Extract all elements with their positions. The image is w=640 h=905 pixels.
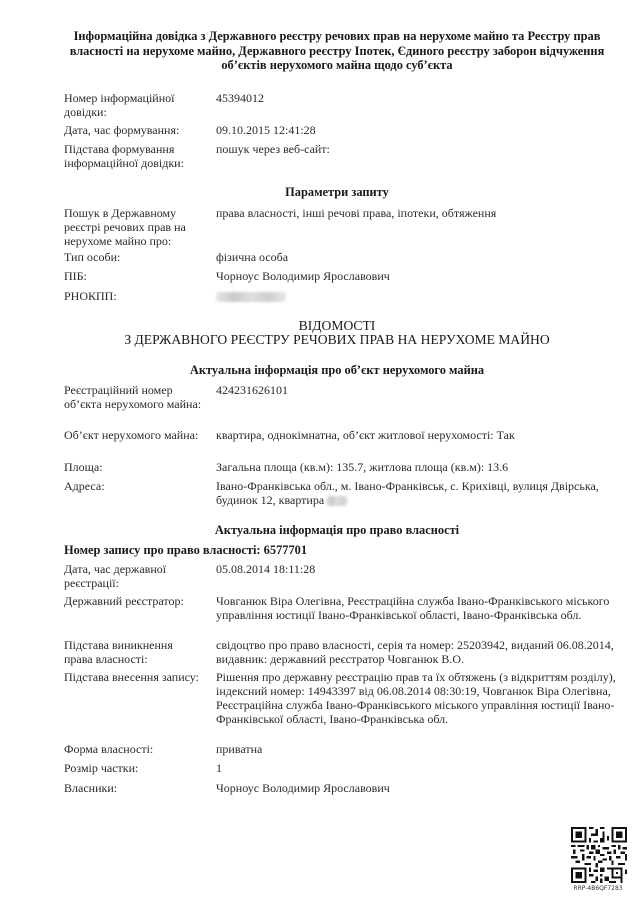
object-area-value: Загальна площа (кв.м): 135.7, житлова площа (кв.м): 13.6 — [216, 460, 509, 474]
ownership-section-title: Актуальна інформація про право власності — [214, 523, 460, 537]
redacted-blur — [216, 292, 286, 302]
registry-title-2: З ДЕРЖАВНОГО РЕЄСТРУ РЕЧОВИХ ПРАВ НА НЕРУХОМЕ МАЙНО — [124, 332, 550, 347]
object-address-text: Івано-Франківська обл., м. Івано-Франківськ, с. Крихівці, вулиця Двірська, будинок 12, квартира — [216, 479, 599, 507]
params-section-title: Параметри запиту — [285, 185, 389, 199]
ownership-owners-label: Власники: — [64, 781, 118, 795]
document-title: Інформаційна довідка з Державного реєстру речових прав на нерухоме майно та Реєстру прав власності на нерухоме майно, Державного реєстру Іпотек, Єдиного реєстру заборон відчуження об’єктів нерухомого майна щодо суб’єкта — [69, 29, 605, 72]
ownership-record-label: Номер запису про право власності: — [64, 543, 261, 557]
info-basis-label: Підстава формування інформаційної довідки: — [64, 142, 184, 170]
ownership-form-label: Форма власності: — [64, 742, 154, 756]
ownership-basis-value: свідоцтво про право власності, серія та номер: 25203942, виданий 06.08.2014, видавник: державний реєстратор Човганюк В.О. — [216, 638, 614, 666]
params-name-value: Чорноус Володимир Ярославович — [216, 269, 390, 283]
ownership-registrar-value: Човганюк Віра Олегівна, Реєстраційна служба Івано-Франківського міського управління юстиції Івано-Франківської області, Івано-Франківська обл. — [216, 594, 610, 622]
object-address-label: Адреса: — [64, 479, 105, 493]
info-number-label: Номер інформаційної довідки: — [64, 91, 175, 119]
qr-code-icon — [571, 827, 627, 883]
object-reg-no-value: 424231626101 — [216, 383, 288, 397]
object-address-value — [216, 479, 616, 507]
info-basis-value: пошук через веб-сайт: — [216, 142, 330, 156]
info-datetime-value: 09.10.2015 12:41:28 — [216, 123, 316, 137]
params-rnokpp-value — [216, 289, 616, 303]
info-datetime-label: Дата, час формування: — [64, 123, 180, 137]
ownership-entry-basis-label: Підстава внесення запису: — [64, 670, 199, 684]
object-section-title: Актуальна інформація про об’єкт нерухомого майна — [189, 363, 485, 377]
redacted-blur — [326, 496, 348, 506]
ownership-owners-value: Чорноус Володимир Ярославович — [216, 781, 390, 795]
object-area-label: Площа: — [64, 460, 103, 474]
ownership-record-value: 6577701 — [263, 543, 308, 557]
ownership-reg-date-value: 05.08.2014 18:11:28 — [216, 562, 316, 576]
object-reg-no-label: Реєстраційний номер об’єкта нерухомого майна: — [64, 383, 202, 411]
qr-code-caption: RRP-4B6QF7283 — [573, 885, 623, 892]
ownership-form-value: приватна — [216, 742, 263, 756]
params-rnokpp-label: РНОКПП: — [64, 289, 117, 303]
params-person-type-value: фізична особа — [216, 250, 289, 264]
params-search-label: Пошук в Державному реєстрі речових прав на нерухоме майно про: — [64, 206, 186, 248]
params-person-type-label: Тип особи: — [64, 250, 121, 264]
ownership-record-number — [64, 543, 307, 557]
ownership-registrar-label: Державний реєстратор: — [64, 594, 184, 608]
info-number-value: 45394012 — [216, 91, 264, 105]
params-search-value: права власності, інші речові права, іпотеки, обтяження — [216, 206, 497, 220]
ownership-share-label: Розмір частки: — [64, 761, 139, 775]
registry-title-1: ВІДОМОСТІ — [298, 318, 376, 333]
ownership-reg-date-label: Дата, час державної реєстрації: — [64, 562, 167, 590]
ownership-entry-basis-value: Рішення про державну реєстрацію прав та їх обтяжень (з відкриттям розділу), індексний номер: 14943397 від 06.08.2014 08:30:19, Човганюк Віра Олегівна, Реєстраційна служба Івано-Франківського міського управління юстиції Івано-Франківської області, Івано-Франківська обл. — [216, 670, 616, 726]
params-name-label: ПІБ: — [64, 269, 87, 283]
object-type-value: квартира, однокімнатна, об’єкт житлової нерухомості: Так — [216, 428, 515, 442]
object-type-label: Об’єкт нерухомого майна: — [64, 428, 199, 442]
ownership-basis-label: Підстава виникнення права власності: — [64, 638, 173, 666]
ownership-share-value: 1 — [216, 761, 222, 775]
